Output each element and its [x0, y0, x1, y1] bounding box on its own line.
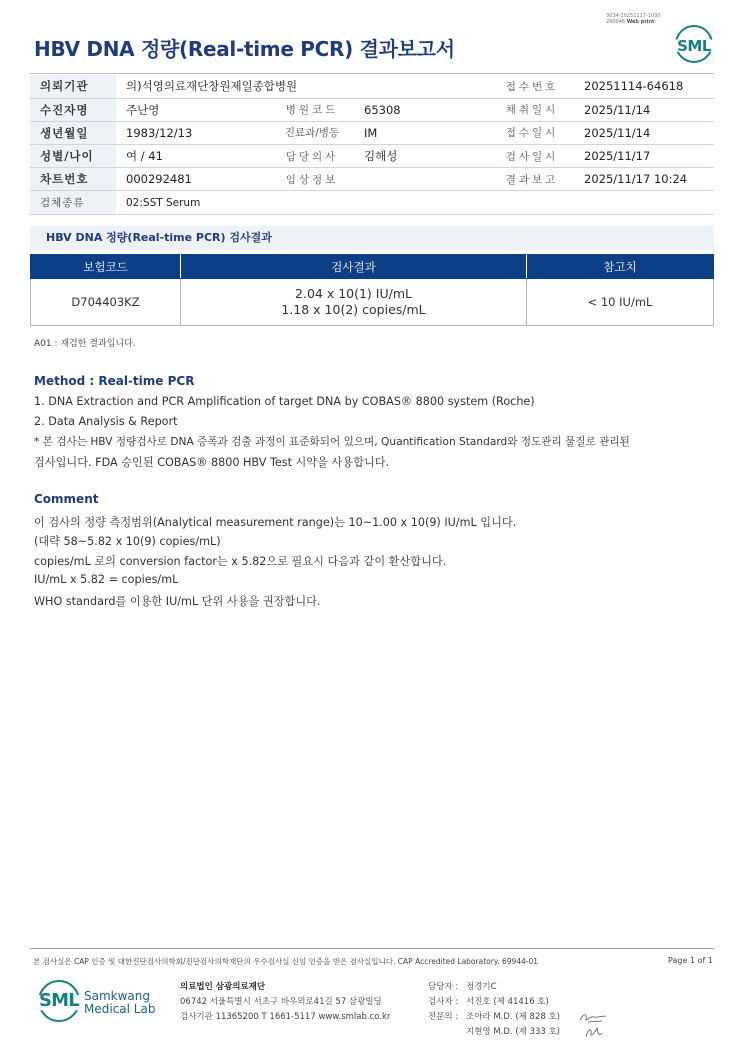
hospital-code-value: 65308 [354, 98, 490, 121]
brand-line-2: Medical Lab [84, 1002, 156, 1016]
info-row [30, 98, 714, 121]
result-row [31, 279, 714, 326]
retest-note: A01 : 재검한 결과입니다. [34, 339, 136, 349]
info-row [30, 75, 714, 98]
report-label: 결과보고 [490, 168, 574, 191]
brand-name [84, 990, 155, 1016]
org-contact: 검사기관 11365200 T 1661-5117 www.smlab.co.kr [180, 1012, 391, 1022]
sml-logo [672, 25, 716, 65]
result-header-row [31, 255, 714, 279]
test-date-value: 2025/11/17 [574, 145, 714, 168]
collect-date-label: 채취일시 [490, 98, 574, 121]
method-line-2: 2. Data Analysis & Report [34, 415, 178, 428]
tester-name: 서진호 (제 41416 호) [466, 997, 549, 1007]
sex-age-label: 성별/나이 [30, 145, 116, 168]
col-test-result: 검사결과 [181, 255, 527, 279]
result-copies: 1.18 x 10(2) copies/mL [281, 302, 426, 317]
manager-label: 담당자 : [428, 982, 459, 992]
comment-line-2: (대략 58~5.82 x 10(9) copies/mL) [34, 535, 221, 548]
reference-value: < 10 IU/mL [527, 279, 714, 326]
received-value: 2025/11/14 [574, 121, 714, 144]
info-row [30, 145, 714, 168]
patient-info-table [30, 75, 714, 215]
test-date-label: 검사일시 [490, 145, 574, 168]
birth-label: 생년월일 [30, 121, 116, 144]
org-name: 의료법인 삼광의료재단 [180, 982, 266, 992]
expert-label: 전문의 : [428, 1012, 459, 1022]
institution-value: 의)석영의료재단창원제일종합병원 [116, 75, 490, 98]
footer-divider [30, 948, 714, 949]
comment-line-5: WHO standard를 이용한 IU/mL 단위 사용을 권장합니다. [34, 595, 321, 608]
clinical-info-value [354, 168, 490, 191]
method-title: Method : Real-time PCR [34, 374, 195, 388]
info-row [30, 121, 714, 144]
dept-label: 진료과/병동 [270, 121, 354, 144]
chart-no-value: 000292481 [116, 168, 270, 191]
info-row [30, 191, 714, 214]
signature-2 [582, 1025, 612, 1039]
sml-footer-logo-text: SML [39, 990, 79, 1011]
tester-label: 검사자 : [428, 997, 459, 1007]
web-print-label: Web print [626, 19, 655, 25]
col-reference: 참고치 [527, 255, 714, 279]
test-result [181, 279, 527, 326]
expert-name-2: 지현영 M.D. (제 333 호) [466, 1027, 561, 1037]
info-row [30, 168, 714, 191]
comment-title: Comment [34, 492, 99, 506]
sml-logo-text: SML [677, 37, 711, 55]
col-insurance-code: 보험코드 [31, 255, 181, 279]
certification-text: 본 검사실은 CAP 인증 및 대한진단검사의학회/진단검사의학재단의 우수검사실 신임 인증을 받은 검사실입니다. CAP Accredited Laboratory. 69944-01 [33, 957, 539, 966]
print-code [606, 13, 661, 25]
patient-name-value: 주난영 [116, 98, 270, 121]
staff-info [428, 980, 560, 1040]
comment-line-1: 이 검사의 정량 측정범위(Analytical measurement range)는 10~1.00 x 10(9) IU/mL 입니다. [34, 516, 517, 529]
print-code-line2: 240046 [606, 19, 626, 25]
received-label: 접수일시 [490, 121, 574, 144]
clinical-info-label: 임상정보 [270, 168, 354, 191]
comment-line-3: copies/mL 로의 conversion factor는 x 5.82으로 필요시 다음과 같이 환산합니다. [34, 555, 447, 568]
report-value: 2025/11/17 10:24 [574, 168, 714, 191]
signature-1 [578, 1011, 608, 1025]
sml-footer-logo [36, 978, 82, 1024]
header-divider [30, 73, 714, 74]
specimen-value: 02:SST Serum [116, 191, 714, 214]
org-address: 06742 서울특별시 서초구 바우뫼로41길 57 삼광빌딩 [180, 997, 382, 1007]
doctor-label: 담당의사 [270, 145, 354, 168]
document-title: HBV DNA 정량(Real-time PCR) 결과보고서 [34, 37, 455, 61]
brand-line-1: Samkwang [84, 989, 150, 1003]
manager-name: 정경기C [466, 982, 497, 992]
method-line-4: 검사입니다. FDA 승인된 COBAS® 8800 HBV Test 시약을 사용합니다. [34, 456, 390, 469]
method-line-3: * 본 검사는 HBV 정량검사로 DNA 증폭과 검출 과정이 표준화되어 있으며, Quantification Standard와 정도관리 물질로 관리된 [34, 436, 630, 448]
print-code-line1: 3034-20251117-1030 [606, 13, 661, 19]
comment-line-4: IU/mL x 5.82 = copies/mL [34, 573, 179, 586]
result-iu: 2.04 x 10(1) IU/mL [295, 286, 412, 301]
institution-label: 의뢰기관 [30, 75, 116, 98]
result-table [30, 254, 714, 326]
birth-value: 1983/12/13 [116, 121, 270, 144]
expert-name-1: 조아라 M.D. (제 828 호) [466, 1012, 561, 1022]
sex-age-value: 여 / 41 [116, 145, 270, 168]
page-number: Page 1 of 1 [668, 956, 713, 965]
chart-no-label: 차트번호 [30, 168, 116, 191]
hospital-code-label: 병원코드 [270, 98, 354, 121]
patient-name-label: 수진자명 [30, 98, 116, 121]
result-section-title: HBV DNA 정량(Real-time PCR) 검사결과 [30, 226, 714, 250]
insurance-code: D704403KZ [31, 279, 181, 326]
dept-value: IM [354, 121, 490, 144]
specimen-label: 검체종류 [30, 191, 116, 214]
collect-date-value: 2025/11/14 [574, 98, 714, 121]
method-line-1: 1. DNA Extraction and PCR Amplification of target DNA by COBAS® 8800 system (Roche) [34, 395, 535, 408]
organization-info [180, 980, 390, 1025]
receipt-no-value: 20251114-64618 [574, 75, 714, 98]
receipt-no-label: 접수번호 [490, 75, 574, 98]
doctor-value: 김해성 [354, 145, 490, 168]
